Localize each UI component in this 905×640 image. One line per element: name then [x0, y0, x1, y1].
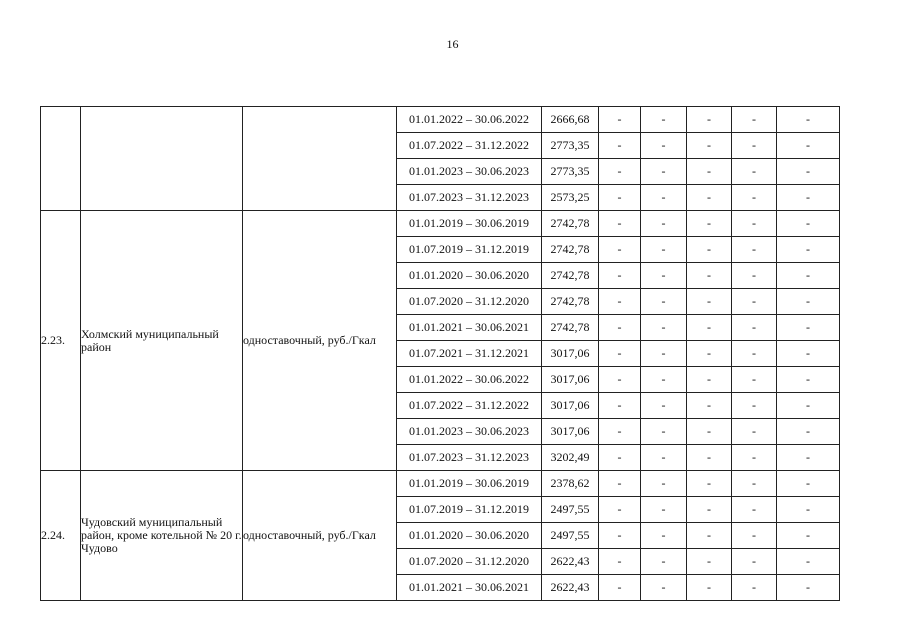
period-cell: 01.01.2020 – 30.06.2020	[397, 523, 542, 549]
empty-value-cell: -	[687, 237, 732, 263]
section-number: 2.24.	[41, 471, 81, 601]
tariff-value-cell: 3017,06	[542, 393, 599, 419]
empty-value-cell: -	[641, 341, 687, 367]
empty-value-cell: -	[599, 497, 641, 523]
empty-value-cell: -	[732, 107, 777, 133]
period-cell: 01.07.2020 – 31.12.2020	[397, 289, 542, 315]
table-row	[41, 107, 840, 133]
page-number: 16	[446, 37, 459, 51]
empty-value-cell: -	[599, 367, 641, 393]
empty-value-cell: -	[777, 211, 840, 237]
empty-value-cell: -	[599, 263, 641, 289]
empty-value-cell: -	[641, 549, 687, 575]
tariff-value-cell: 2622,43	[542, 575, 599, 601]
period-cell: 01.07.2023 – 31.12.2023	[397, 445, 542, 471]
tariff-value-cell: 2742,78	[542, 289, 599, 315]
section-name	[81, 107, 243, 211]
empty-value-cell: -	[777, 367, 840, 393]
empty-value-cell: -	[641, 107, 687, 133]
empty-value-cell: -	[641, 393, 687, 419]
empty-value-cell: -	[687, 497, 732, 523]
empty-value-cell: -	[732, 341, 777, 367]
empty-value-cell: -	[687, 471, 732, 497]
empty-value-cell: -	[777, 289, 840, 315]
empty-value-cell: -	[777, 315, 840, 341]
empty-value-cell: -	[599, 237, 641, 263]
tariff-value-cell: 2666,68	[542, 107, 599, 133]
section-name: Холмский муниципальный район	[81, 211, 243, 471]
table-row	[41, 211, 840, 237]
empty-value-cell: -	[732, 445, 777, 471]
empty-value-cell: -	[641, 445, 687, 471]
period-cell: 01.07.2020 – 31.12.2020	[397, 549, 542, 575]
tariff-value-cell: 2742,78	[542, 211, 599, 237]
empty-value-cell: -	[599, 211, 641, 237]
empty-value-cell: -	[777, 497, 840, 523]
period-cell: 01.01.2019 – 30.06.2019	[397, 211, 542, 237]
empty-value-cell: -	[777, 159, 840, 185]
empty-value-cell: -	[732, 549, 777, 575]
section-name: Чудовский муниципальный район, кроме котельной № 20 г. Чудово	[81, 471, 243, 601]
empty-value-cell: -	[732, 419, 777, 445]
empty-value-cell: -	[641, 315, 687, 341]
empty-value-cell: -	[687, 211, 732, 237]
empty-value-cell: -	[687, 185, 732, 211]
empty-value-cell: -	[687, 445, 732, 471]
empty-value-cell: -	[687, 263, 732, 289]
empty-value-cell: -	[641, 185, 687, 211]
tariff-value-cell: 2773,35	[542, 133, 599, 159]
tariff-value-cell: 2497,55	[542, 497, 599, 523]
section-unit: одноставочный, руб./Гкал	[243, 211, 397, 471]
empty-value-cell: -	[777, 575, 840, 601]
tariff-value-cell: 2622,43	[542, 549, 599, 575]
empty-value-cell: -	[732, 497, 777, 523]
empty-value-cell: -	[687, 133, 732, 159]
empty-value-cell: -	[687, 315, 732, 341]
tariff-value-cell: 2773,35	[542, 159, 599, 185]
empty-value-cell: -	[687, 419, 732, 445]
tariff-value-cell: 2378,62	[542, 471, 599, 497]
empty-value-cell: -	[687, 523, 732, 549]
empty-value-cell: -	[777, 133, 840, 159]
tariff-value-cell: 3017,06	[542, 367, 599, 393]
section-number: 2.23.	[41, 211, 81, 471]
empty-value-cell: -	[641, 471, 687, 497]
empty-value-cell: -	[732, 523, 777, 549]
empty-value-cell: -	[687, 107, 732, 133]
section-number	[41, 107, 81, 211]
empty-value-cell: -	[641, 211, 687, 237]
tariff-value-cell: 2573,25	[542, 185, 599, 211]
empty-value-cell: -	[777, 341, 840, 367]
empty-value-cell: -	[599, 523, 641, 549]
period-cell: 01.01.2021 – 30.06.2021	[397, 575, 542, 601]
empty-value-cell: -	[732, 263, 777, 289]
period-cell: 01.01.2022 – 30.06.2022	[397, 107, 542, 133]
empty-value-cell: -	[732, 133, 777, 159]
empty-value-cell: -	[687, 289, 732, 315]
empty-value-cell: -	[599, 575, 641, 601]
empty-value-cell: -	[641, 133, 687, 159]
empty-value-cell: -	[599, 549, 641, 575]
empty-value-cell: -	[599, 133, 641, 159]
period-cell: 01.07.2021 – 31.12.2021	[397, 341, 542, 367]
empty-value-cell: -	[777, 419, 840, 445]
empty-value-cell: -	[599, 289, 641, 315]
empty-value-cell: -	[641, 289, 687, 315]
empty-value-cell: -	[687, 159, 732, 185]
empty-value-cell: -	[599, 445, 641, 471]
tariff-value-cell: 3017,06	[542, 341, 599, 367]
empty-value-cell: -	[599, 341, 641, 367]
table-body	[41, 107, 840, 601]
empty-value-cell: -	[641, 367, 687, 393]
period-cell: 01.07.2022 – 31.12.2022	[397, 133, 542, 159]
empty-value-cell: -	[599, 315, 641, 341]
empty-value-cell: -	[687, 341, 732, 367]
period-cell: 01.01.2019 – 30.06.2019	[397, 471, 542, 497]
tariff-value-cell: 2497,55	[542, 523, 599, 549]
tariff-value-cell: 2742,78	[542, 315, 599, 341]
empty-value-cell: -	[641, 575, 687, 601]
empty-value-cell: -	[732, 393, 777, 419]
empty-value-cell: -	[777, 107, 840, 133]
empty-value-cell: -	[641, 419, 687, 445]
tariff-value-cell: 3017,06	[542, 419, 599, 445]
section-unit: одноставочный, руб./Гкал	[243, 471, 397, 601]
period-cell: 01.07.2019 – 31.12.2019	[397, 237, 542, 263]
empty-value-cell: -	[732, 315, 777, 341]
period-cell: 01.01.2023 – 30.06.2023	[397, 159, 542, 185]
period-cell: 01.07.2022 – 31.12.2022	[397, 393, 542, 419]
empty-value-cell: -	[777, 393, 840, 419]
empty-value-cell: -	[687, 549, 732, 575]
empty-value-cell: -	[641, 263, 687, 289]
empty-value-cell: -	[599, 185, 641, 211]
empty-value-cell: -	[641, 497, 687, 523]
period-cell: 01.01.2021 – 30.06.2021	[397, 315, 542, 341]
empty-value-cell: -	[732, 289, 777, 315]
empty-value-cell: -	[777, 445, 840, 471]
empty-value-cell: -	[777, 523, 840, 549]
period-cell: 01.07.2023 – 31.12.2023	[397, 185, 542, 211]
section-unit	[243, 107, 397, 211]
empty-value-cell: -	[687, 393, 732, 419]
empty-value-cell: -	[732, 575, 777, 601]
table-row	[41, 471, 840, 497]
empty-value-cell: -	[599, 393, 641, 419]
empty-value-cell: -	[732, 237, 777, 263]
empty-value-cell: -	[732, 471, 777, 497]
empty-value-cell: -	[777, 237, 840, 263]
empty-value-cell: -	[777, 471, 840, 497]
empty-value-cell: -	[777, 185, 840, 211]
empty-value-cell: -	[777, 549, 840, 575]
empty-value-cell: -	[641, 237, 687, 263]
tariff-value-cell: 2742,78	[542, 263, 599, 289]
empty-value-cell: -	[599, 471, 641, 497]
period-cell: 01.01.2023 – 30.06.2023	[397, 419, 542, 445]
empty-value-cell: -	[732, 185, 777, 211]
empty-value-cell: -	[599, 107, 641, 133]
empty-value-cell: -	[732, 159, 777, 185]
empty-value-cell: -	[599, 419, 641, 445]
period-cell: 01.01.2022 – 30.06.2022	[397, 367, 542, 393]
empty-value-cell: -	[687, 367, 732, 393]
tariff-value-cell: 3202,49	[542, 445, 599, 471]
empty-value-cell: -	[732, 367, 777, 393]
tariff-table	[40, 106, 840, 601]
empty-value-cell: -	[777, 263, 840, 289]
empty-value-cell: -	[732, 211, 777, 237]
period-cell: 01.01.2020 – 30.06.2020	[397, 263, 542, 289]
empty-value-cell: -	[599, 159, 641, 185]
empty-value-cell: -	[641, 523, 687, 549]
empty-value-cell: -	[641, 159, 687, 185]
tariff-value-cell: 2742,78	[542, 237, 599, 263]
period-cell: 01.07.2019 – 31.12.2019	[397, 497, 542, 523]
empty-value-cell: -	[687, 575, 732, 601]
